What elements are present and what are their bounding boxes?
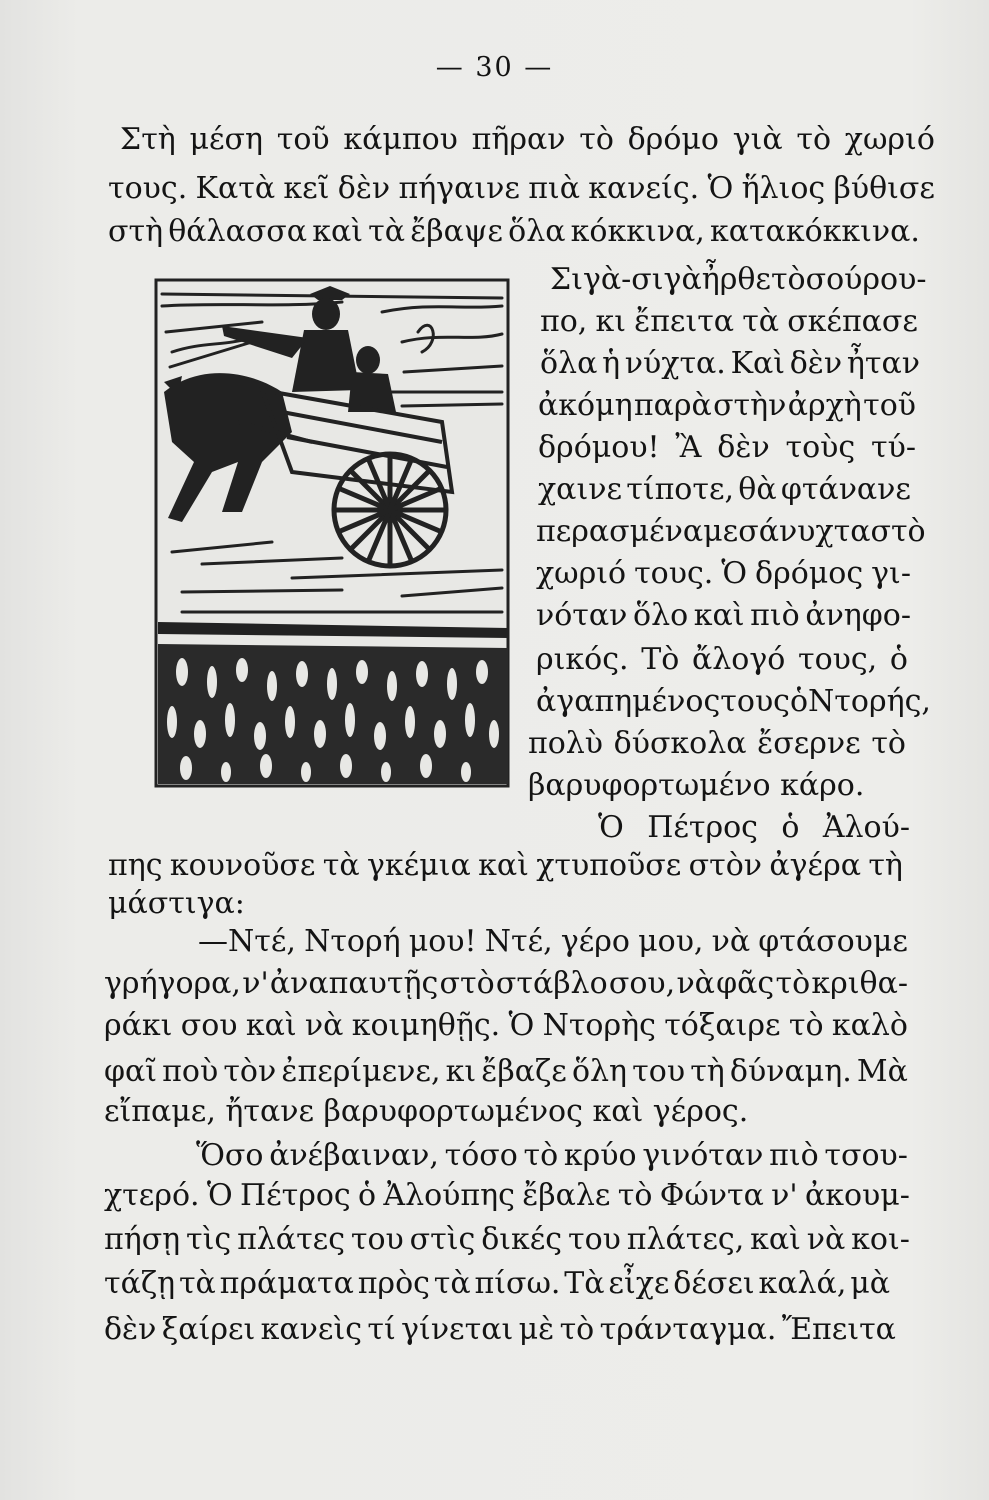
word: καὶ bbox=[245, 1008, 297, 1043]
text-line bbox=[536, 640, 908, 680]
text-line bbox=[598, 808, 910, 848]
word: ἔβαλε bbox=[522, 1178, 611, 1213]
text-line bbox=[538, 428, 916, 468]
text-line bbox=[528, 724, 906, 764]
word: τόσο bbox=[444, 1138, 518, 1173]
word: σούρου- bbox=[805, 262, 927, 297]
word: τους bbox=[720, 684, 790, 719]
text-line bbox=[536, 596, 911, 636]
word: νόταν bbox=[536, 598, 628, 633]
text-line bbox=[104, 1220, 910, 1260]
word: ἦρθε bbox=[701, 262, 771, 297]
word: πλάτες bbox=[237, 1222, 346, 1257]
word: τάζῃ bbox=[104, 1266, 176, 1301]
word: τράνταγμα. bbox=[599, 1312, 777, 1347]
word: ὁ bbox=[789, 684, 809, 719]
word: τόξαιρε bbox=[664, 1008, 781, 1043]
word: ὅλα bbox=[508, 214, 566, 249]
word: τὸ bbox=[770, 262, 806, 297]
text-line bbox=[536, 512, 926, 552]
word: ἄλογό bbox=[691, 642, 786, 677]
word: Τὰ bbox=[564, 1266, 605, 1301]
word: τους. bbox=[108, 171, 188, 206]
word: δύναμη. bbox=[729, 1054, 852, 1089]
word: κεῖ bbox=[283, 171, 330, 206]
word: Ὁ bbox=[206, 1178, 233, 1213]
word: καὶ bbox=[478, 848, 529, 883]
word: τὸ bbox=[523, 1138, 559, 1173]
word: ὁ bbox=[781, 810, 800, 845]
word: θάλασσα bbox=[168, 214, 308, 249]
word: ἀκουμ- bbox=[804, 1178, 910, 1213]
word: ἔβαζε bbox=[481, 1054, 567, 1089]
text-line bbox=[108, 212, 920, 252]
word: Ἔπειτα bbox=[781, 1312, 896, 1347]
word: τὸ bbox=[871, 726, 906, 761]
word: ἡ bbox=[602, 346, 621, 381]
word: ὅλα bbox=[540, 346, 598, 381]
word: δρόμος bbox=[755, 556, 864, 591]
word: σκέπασε bbox=[787, 304, 918, 339]
word: μου! bbox=[408, 924, 477, 959]
word: ποὺ bbox=[162, 1054, 219, 1089]
word: Ντορή bbox=[304, 924, 401, 959]
word: μου, bbox=[638, 924, 704, 959]
word: τίποτε, bbox=[626, 472, 735, 507]
text-line bbox=[196, 1136, 908, 1176]
word: γρήγορα, bbox=[104, 966, 241, 1001]
word: Ἂ bbox=[675, 430, 702, 465]
word: ἀγέρα bbox=[769, 848, 861, 883]
word: δρόμου! bbox=[538, 430, 660, 465]
word: Στὴ bbox=[120, 122, 176, 157]
word: τους. bbox=[634, 556, 714, 591]
word: Καὶ bbox=[730, 346, 786, 381]
word: στὸ bbox=[439, 966, 495, 1001]
word: γκέμια bbox=[367, 848, 471, 883]
word: κανείς. bbox=[588, 171, 700, 206]
word: πολὺ bbox=[528, 726, 604, 761]
word: ἀνηφο- bbox=[805, 598, 911, 633]
word: κρύο bbox=[563, 1138, 637, 1173]
text-line bbox=[536, 682, 931, 722]
word: τους, bbox=[797, 642, 878, 677]
word: εἶχε bbox=[608, 1266, 670, 1301]
word: τὸ bbox=[559, 1312, 595, 1347]
word: του bbox=[632, 1054, 686, 1089]
word: κριθα- bbox=[811, 966, 908, 1001]
word: τὰ bbox=[433, 1266, 471, 1301]
word: ἔβαψε bbox=[410, 214, 503, 249]
word: ρικός. bbox=[536, 642, 629, 677]
word: τὸν bbox=[223, 1054, 277, 1089]
text-line bbox=[198, 922, 908, 962]
page-number: — 30 — bbox=[435, 52, 554, 83]
word: ὅλο bbox=[633, 598, 689, 633]
word: τὰ bbox=[368, 214, 406, 249]
word: γινόταν bbox=[642, 1138, 764, 1173]
word: τὰ bbox=[742, 304, 780, 339]
word: πιὸ bbox=[750, 598, 800, 633]
word: καὶ bbox=[693, 598, 745, 633]
word: πίσω. bbox=[474, 1266, 561, 1301]
word: δικές bbox=[481, 1222, 563, 1257]
word: κατακόκκινα. bbox=[709, 214, 920, 249]
word: στὴ bbox=[108, 214, 164, 249]
word: ἐπερίμενε, bbox=[281, 1054, 441, 1089]
word: ν' bbox=[771, 1178, 798, 1213]
word: Ὅσο bbox=[196, 1138, 264, 1173]
word: Ἀλούπης bbox=[383, 1178, 515, 1213]
word: παρὰ bbox=[633, 388, 712, 423]
word: Μὰ bbox=[856, 1054, 908, 1089]
word: μὲ bbox=[518, 1312, 555, 1347]
word: φαῖ bbox=[104, 1054, 158, 1089]
word: στὸν bbox=[688, 848, 762, 883]
word: ράκι bbox=[104, 1008, 173, 1043]
text-line bbox=[536, 554, 911, 594]
word: νὰ bbox=[806, 1222, 846, 1257]
word: βύθισε bbox=[833, 171, 935, 206]
word: στὸ bbox=[870, 514, 926, 549]
word: τσου- bbox=[824, 1138, 908, 1173]
word: πο, bbox=[540, 304, 588, 339]
word: καλά, bbox=[758, 1266, 847, 1301]
word: κι bbox=[595, 304, 626, 339]
word: γίνεται bbox=[401, 1312, 514, 1347]
text-line: βαρυφορτωμένο κάρο. bbox=[528, 768, 865, 803]
word: πλάτες, bbox=[626, 1222, 745, 1257]
word: πράματα bbox=[219, 1266, 354, 1301]
text-line bbox=[550, 260, 927, 300]
word: τὸ bbox=[796, 122, 832, 157]
word: μέση bbox=[189, 122, 264, 157]
word: τὸ bbox=[788, 1008, 824, 1043]
word: ὁ bbox=[358, 1178, 377, 1213]
word: δύσκολα bbox=[613, 726, 747, 761]
word: θὰ bbox=[738, 472, 777, 507]
word: τοῦ bbox=[863, 388, 916, 423]
word: φτάνανε bbox=[780, 472, 911, 507]
word: τὸ bbox=[775, 966, 811, 1001]
text-line bbox=[538, 386, 916, 426]
word: κοι- bbox=[851, 1222, 910, 1257]
word: δὲν bbox=[104, 1312, 157, 1347]
word: χωριό bbox=[844, 122, 935, 157]
word: πήσῃ bbox=[104, 1222, 181, 1257]
word: γιὰ bbox=[732, 122, 783, 157]
word: μεσάνυχτα bbox=[703, 514, 871, 549]
word: ἔσερνε bbox=[757, 726, 861, 761]
word: χτερό. bbox=[104, 1178, 200, 1213]
text-line bbox=[104, 1264, 890, 1304]
word: κι bbox=[445, 1054, 477, 1089]
text-line: μάστιγα: bbox=[108, 886, 245, 921]
word: Ντορὴς bbox=[542, 1008, 656, 1043]
word: τὸ bbox=[579, 122, 614, 157]
word: ἦταν bbox=[846, 346, 920, 381]
word: Ὁ bbox=[598, 810, 624, 845]
word: δὲν bbox=[337, 171, 391, 206]
text-line bbox=[104, 1310, 896, 1350]
text-line bbox=[104, 1052, 908, 1092]
text-line bbox=[538, 470, 911, 510]
word: τὴ bbox=[690, 1054, 725, 1089]
word: ξαίρει bbox=[161, 1312, 256, 1347]
word: δέσει bbox=[673, 1266, 755, 1301]
word: φᾶς bbox=[716, 966, 775, 1001]
text-line bbox=[104, 1176, 910, 1216]
woodcut-horse-cart-icon bbox=[142, 272, 517, 792]
word: ἥλιος bbox=[741, 171, 826, 206]
word: καὶ bbox=[750, 1222, 801, 1257]
word: του bbox=[567, 1222, 621, 1257]
word: ἀνέβαιναν, bbox=[269, 1138, 439, 1173]
word: κάμπου bbox=[343, 122, 458, 157]
word: φτάσουμε bbox=[758, 924, 908, 959]
word: γέρο bbox=[560, 924, 630, 959]
word: δὲν bbox=[717, 430, 770, 465]
word: σου bbox=[180, 1008, 238, 1043]
word: Σιγὰ-σιγὰ bbox=[550, 262, 702, 297]
word: καὶ bbox=[312, 214, 363, 249]
text-line bbox=[104, 964, 908, 1004]
word: δὲν bbox=[789, 346, 843, 381]
word: του bbox=[350, 1222, 404, 1257]
word: ὁ bbox=[889, 642, 908, 677]
word: τὸ bbox=[617, 1178, 653, 1213]
word: ἀγαπημένος bbox=[536, 684, 721, 719]
word: Ὁ bbox=[707, 171, 734, 206]
word: κοιμηθῇς. bbox=[351, 1008, 501, 1043]
word: Κατὰ bbox=[195, 171, 276, 206]
word: στὶς bbox=[409, 1222, 476, 1257]
word: χωριό bbox=[536, 556, 627, 591]
word: μὰ bbox=[850, 1266, 890, 1301]
word: πήγαινε bbox=[398, 171, 520, 206]
word: νὰ bbox=[304, 1008, 344, 1043]
word: πιὸ bbox=[769, 1138, 819, 1173]
word: τύ- bbox=[870, 430, 916, 465]
word: πης bbox=[108, 848, 163, 883]
word: Ἀλού- bbox=[822, 810, 910, 845]
word: Φώντα bbox=[659, 1178, 764, 1213]
word: περασμένα bbox=[536, 514, 704, 549]
word: κουνοῦσε bbox=[169, 848, 316, 883]
word: κανεὶς bbox=[260, 1312, 363, 1347]
word: τοὺς bbox=[785, 430, 856, 465]
word: Πέτρος bbox=[647, 810, 758, 845]
text-line: εἴπαμε, ἤτανε βαρυφορτωμένος καὶ γέρος. bbox=[104, 1094, 749, 1129]
word: τὰ bbox=[322, 848, 360, 883]
text-line bbox=[108, 169, 935, 209]
word: χαινε bbox=[538, 472, 622, 507]
text-line bbox=[540, 344, 920, 384]
word: στὴν bbox=[713, 388, 787, 423]
word: τὴ bbox=[868, 848, 903, 883]
word: γι- bbox=[871, 556, 911, 591]
text-line bbox=[120, 120, 935, 160]
word: τὰ bbox=[178, 1266, 216, 1301]
word: ὅλη bbox=[571, 1054, 628, 1089]
word: νὰ bbox=[711, 924, 751, 959]
word: Ντέ, bbox=[484, 924, 553, 959]
word: Ὁ bbox=[721, 556, 748, 591]
word: χτυποῦσε bbox=[536, 848, 682, 883]
word: Ντορής, bbox=[808, 684, 931, 719]
word: τὶς bbox=[186, 1222, 232, 1257]
word: Ὁ bbox=[508, 1008, 535, 1043]
word: νὰ bbox=[676, 966, 715, 1001]
text-line bbox=[108, 846, 903, 886]
word: πιὰ bbox=[528, 171, 580, 206]
word: ἀναπαυτῇς bbox=[269, 966, 439, 1001]
word: τοῦ bbox=[276, 122, 330, 157]
text-line bbox=[104, 1006, 908, 1046]
word: ν' bbox=[242, 966, 269, 1001]
word: κόκκινα, bbox=[570, 214, 705, 249]
word: νύχτα. bbox=[624, 346, 726, 381]
word: καλὸ bbox=[831, 1008, 908, 1043]
text-line bbox=[540, 302, 918, 342]
word: δρόμο bbox=[627, 122, 719, 157]
word: Πέτρος bbox=[239, 1178, 351, 1213]
word: ἔπειτα bbox=[634, 304, 735, 339]
word: ἀκόμη bbox=[538, 388, 633, 423]
word: Τὸ bbox=[641, 642, 680, 677]
word: πρὸς bbox=[357, 1266, 430, 1301]
word: ἀρχὴ bbox=[787, 388, 862, 423]
word: στάβλο bbox=[495, 966, 608, 1001]
word: τί bbox=[367, 1312, 396, 1347]
word: —Ντέ, bbox=[198, 924, 296, 959]
word: σου, bbox=[608, 966, 676, 1001]
word: πῆραν bbox=[471, 122, 566, 157]
